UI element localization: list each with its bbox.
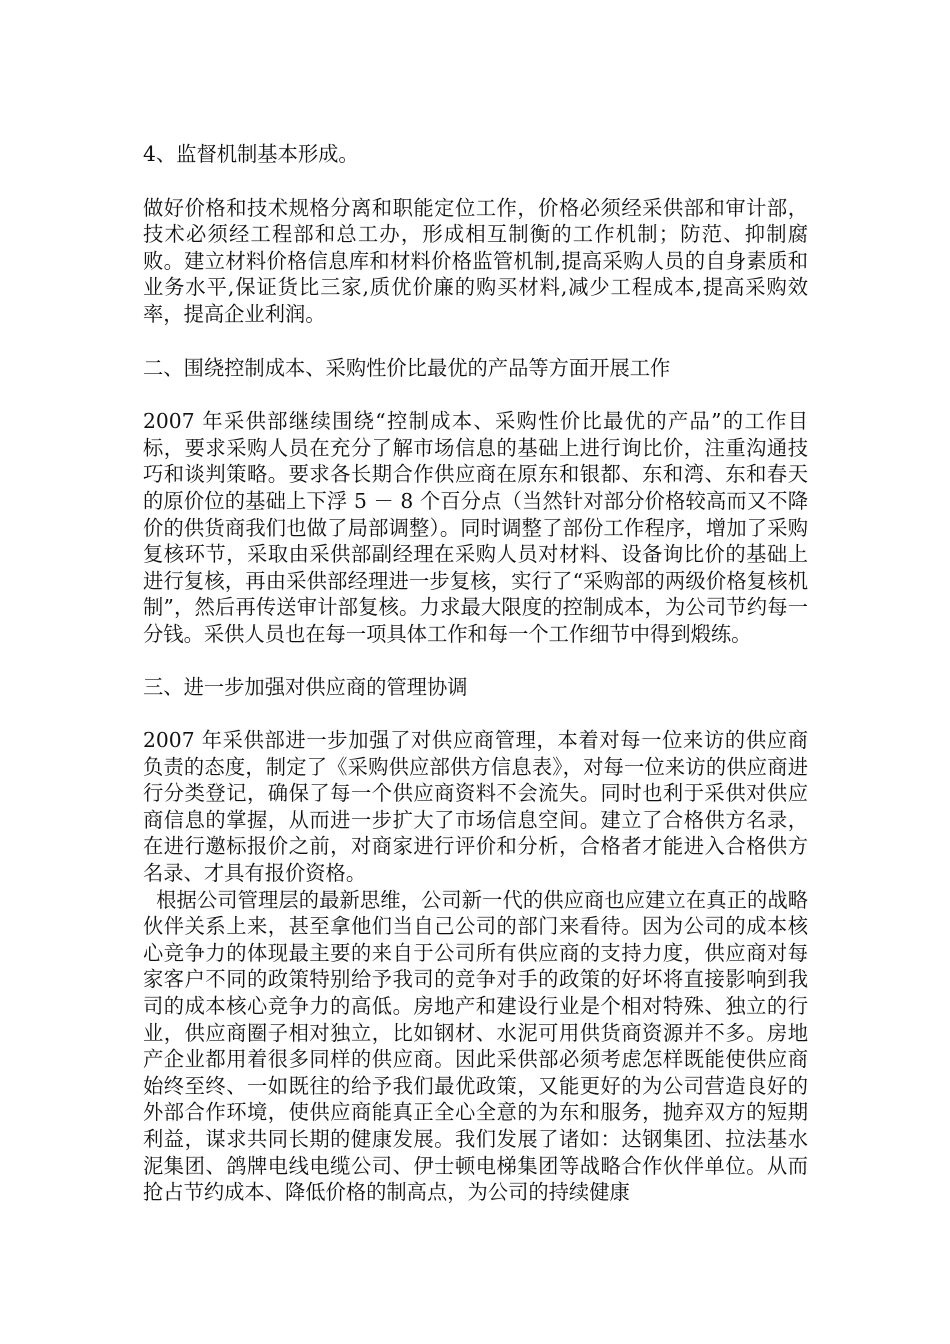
paragraph-strategic-partners: 根据公司管理层的最新思维，公司新一代的供应商也应建立在真正的战略伙伴关系上来，甚至拿他们当自己公司的部门来看待。因为公司的成本核心竞争力的体现最主要的来自于公司所有供应商的支持力度，供应商对每家客户不同的政策特别给予我司的竞争对手的政策的好坏将直接影响到我司的成本核心竞争力的高低。房地产和建设行业是个相对特殊、独立的行业，供应商圈子相对独立，比如钢材、水泥可用供货商资源并不多。房地产企业都用着很多同样的供应商。因此采供部必须考虑怎样既能使供应商始终至终、一如既往的给予我们最优政策，又能更好的为公司营造良好的外部合作环境，使供应商能真正全心全意的为东和服务，抛弃双方的短期利益，谋求共同长期的健康发展。我们发展了诸如：达钢集团、拉法基水泥集团、鸽牌电线电缆公司、伊士顿电梯集团等战略合作伙伴单位。从而抢占节约成本、降低价格的制高点，为公司的持续健康 bbox=[143, 887, 808, 1205]
paragraph-supervision-mechanism: 做好价格和技术规格分离和职能定位工作，价格必须经采供部和审计部，技术必须经工程部和总工办，形成相互制衡的工作机制；防范、抑制腐败。建立材料价格信息库和材料价格监管机制,提高采购人员的自身素质和业务水平,保证货比三家,质优价廉的购买材料,减少工程成本,提高采购效率，提高企业利润。 bbox=[143, 195, 808, 326]
paragraph-section-4-heading: 4、监督机制基本形成。 bbox=[143, 142, 359, 166]
document-body bbox=[143, 141, 808, 1206]
paragraph-section-2-heading: 二、围绕控制成本、采购性价比最优的产品等方面开展工作 bbox=[143, 355, 671, 380]
paragraph-section-3-heading: 三、进一步加强对供应商的管理协调 bbox=[143, 674, 468, 699]
paragraph-supplier-management: 2007 年采供部进一步加强了对供应商管理，本着对每一位来访的供应商负责的态度，制定了《采购供应部供方信息表》，对每一位来访的供应商进行分类登记，确保了每一个供应商资料不会流失。同时也利于采供对供应商信息的掌握，从而进一步扩大了市场信息空间。建立了合格供方名录，在进行邀标报价之前，对商家进行评价和分析，合格者才能进入合格供方名录、才具有报价资格。 bbox=[143, 728, 808, 886]
paragraph-cost-control: 2007 年采供部继续围绕“控制成本、采购性价比最优的产品”的工作目标，要求采购人员在充分了解市场信息的基础上进行询比价，注重沟通技巧和谈判策略。要求各长期合作供应商在原东和银都、东和湾、东和春天的原价位的基础上下浮 5 － 8 个百分点（当然针对部分价格较高而又不降价的供货商我们也做了局部调整）。同时调整了部份工作程序，增加了采购复核环节，采取由采供部副经理在采购人员对材料、设备询比价的基础上进行复核，再由采供部经理进一步复核，实行了“采购部的两级价格复核机制”，然后再传送审计部复核。力求最大限度的控制成本，为公司节约每一分钱。采供人员也在每一项具体工作和每一个工作细节中得到煅练。 bbox=[143, 409, 808, 646]
